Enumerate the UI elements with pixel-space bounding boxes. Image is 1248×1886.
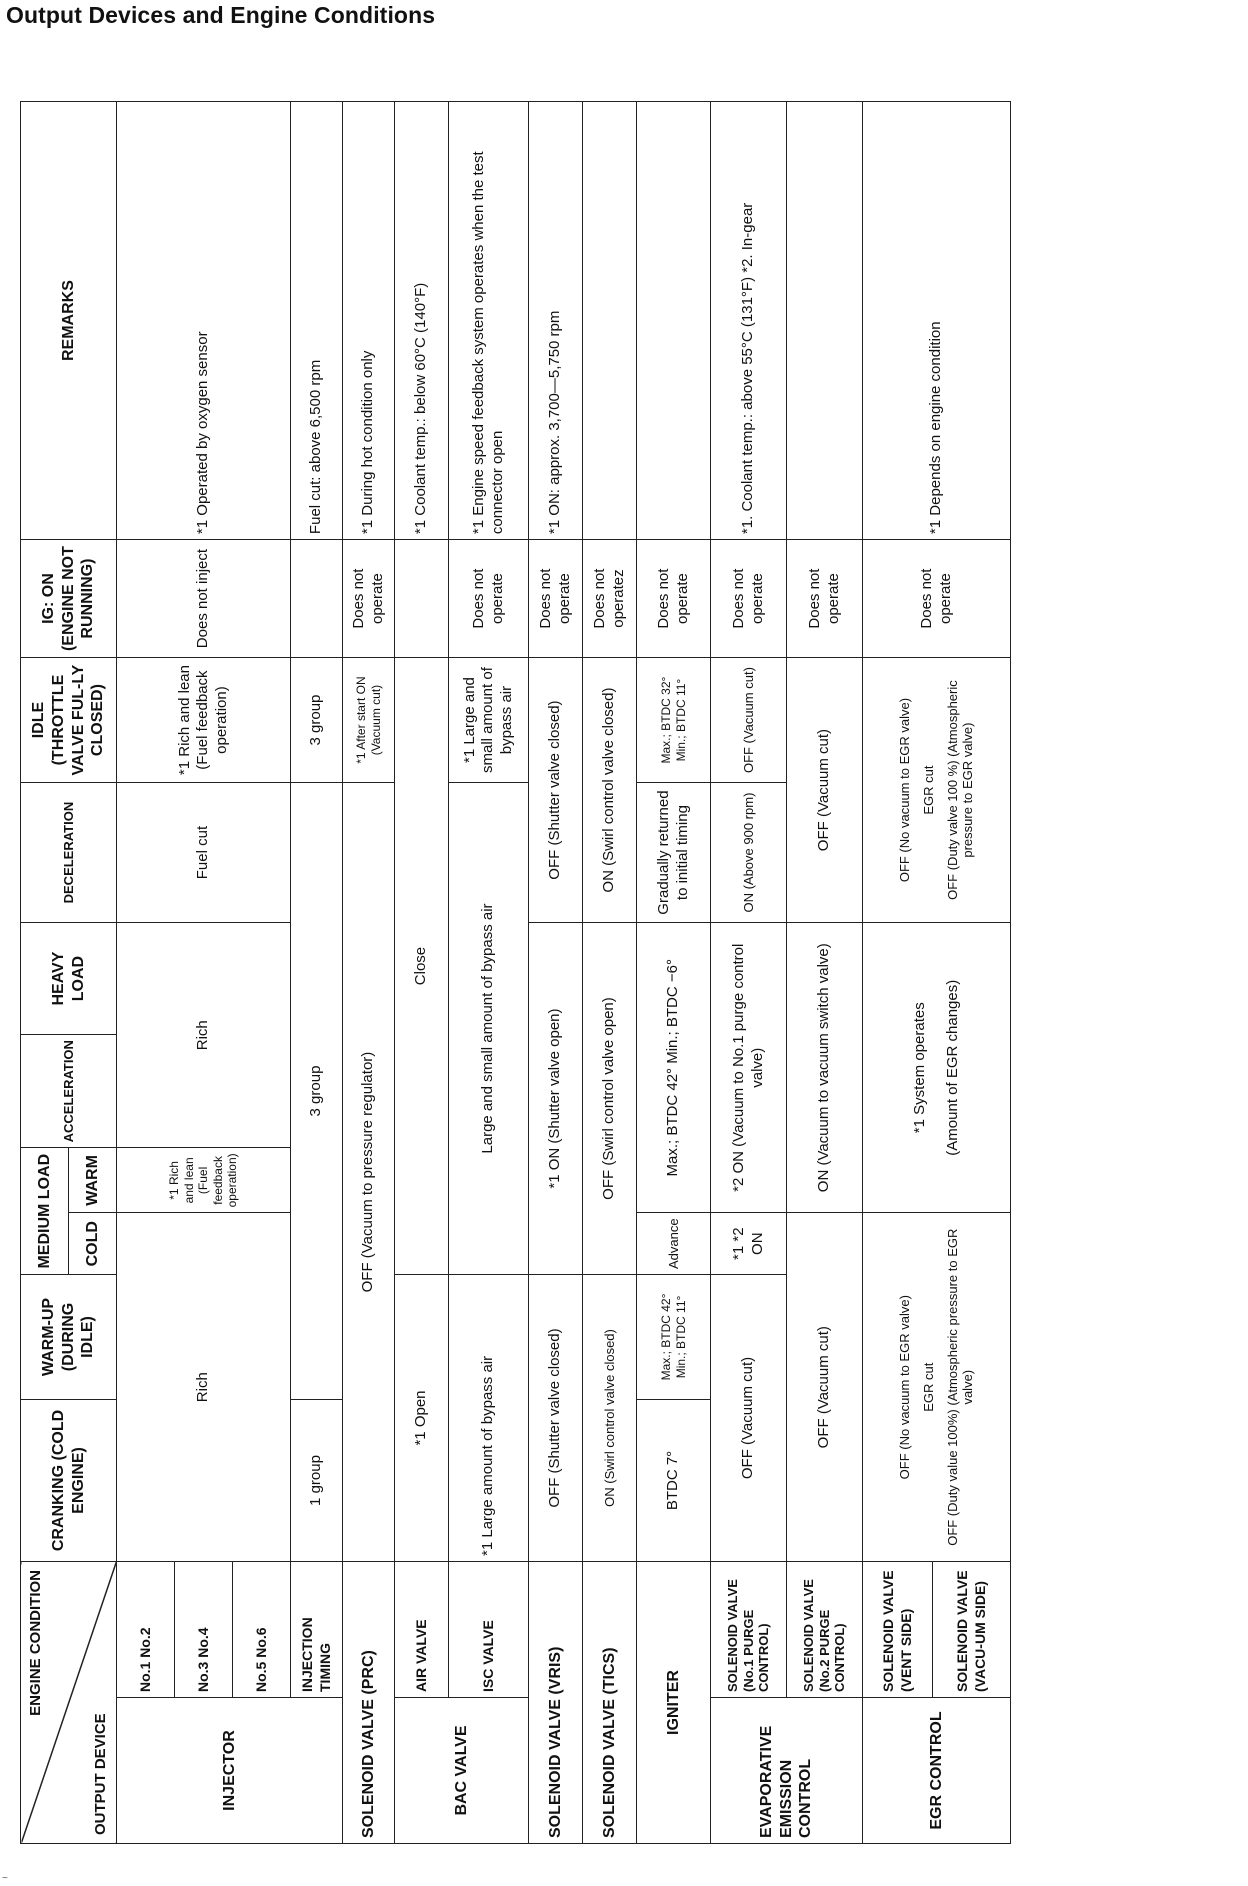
igniter-label: IGNITER [637, 1562, 711, 1844]
tics-mid: OFF (Swirl control valve open) [583, 923, 637, 1275]
injector-ig: Does not inject [117, 540, 291, 658]
egr-ig: Does not operate [863, 540, 1011, 658]
evap-p1-cold: *1 *2 ON [711, 1213, 787, 1275]
egr-decel-cut: EGR cut [920, 765, 936, 815]
col-idle: IDLE (THROTTLE VALVE FUL-LY CLOSED) [21, 658, 117, 783]
vris-cranking: OFF (Shutter valve closed) [529, 1275, 583, 1562]
prc-label: SOLENOID VALVE (PRC) [343, 1562, 395, 1844]
tics-label: SOLENOID VALVE (TICS) [583, 1562, 637, 1844]
evap-p1-mid: *2 ON (Vacuum to No.1 purge control valve) [711, 923, 787, 1213]
air-valve-remarks: *1 Coolant temp.: below 60°C (140°F) [395, 102, 449, 540]
air-valve-label: AIR VALVE [395, 1562, 449, 1698]
col-heavy-load: HEAVY LOAD [21, 923, 117, 1035]
tics-cranking: ON (Swirl control valve closed) [583, 1275, 637, 1562]
isc-valve-ig: Does not operate [449, 540, 529, 658]
injector-warm: *1 Rich and lean (Fuel feedback operation) [117, 1148, 291, 1213]
egr-mid-top: *1 System operates [911, 1002, 929, 1134]
igniter-remarks [637, 102, 711, 540]
prc-ig: Does not operate [343, 540, 395, 658]
prc-idle: *1 After start ON (Vacuum cut) [343, 658, 395, 783]
injector-no56: No.5 No.6 [233, 1562, 291, 1698]
injector-rich: Rich [117, 1213, 291, 1562]
isc-valve-main: Large and small amount of bypass air [449, 783, 529, 1275]
igniter-ig: Does not operate [637, 540, 711, 658]
col-cold: COLD [69, 1213, 117, 1275]
col-warm: WARM [69, 1148, 117, 1213]
output-device-label: OUTPUT DEVICE [91, 1713, 109, 1835]
evap-p1-decel: ON (Above 900 rpm) [711, 783, 787, 923]
air-valve-open: *1 Open [395, 1275, 449, 1562]
egr-decel [863, 658, 1011, 923]
injector-remarks: *1 Operated by oxygen sensor [117, 102, 291, 540]
evap-p2-mid: ON (Vacuum to vacuum switch valve) [787, 923, 863, 1213]
isc-valve-remarks: *1 Engine speed feedback system operates when the test connector open [449, 102, 529, 540]
evap-p2-label: SOLENOID VALVE (No.2 PURGE CONTROL) [787, 1562, 863, 1698]
injector-no12: No.1 No.2 [117, 1562, 175, 1698]
injection-timing-ig [291, 540, 343, 658]
evap-p2-remarks [787, 102, 863, 540]
prc-main: OFF (Vacuum to pressure regulator) [343, 783, 395, 1562]
air-valve-close: Close [395, 658, 449, 1275]
col-warmup: WARM-UP (DURING IDLE) [21, 1275, 117, 1400]
page-title: Output Devices and Engine Conditions [6, 2, 436, 28]
evap-p2-decel: OFF (Vacuum cut) [787, 658, 863, 923]
egr-vent-label: SOLENOID VALVE (VENT SIDE) [863, 1562, 933, 1698]
egr-mid-bottom: (Amount of EGR changes) [943, 979, 961, 1156]
egr-vac-label: SOLENOID VALVE (VACU-UM SIDE) [933, 1562, 1011, 1698]
bac-label: BAC VALVE [395, 1698, 529, 1844]
egr-decel-vent: OFF (No vacuum to EGR valve) [896, 697, 912, 883]
egr-cranking-cut: EGR cut [920, 1362, 936, 1412]
evap-p2-cranking: OFF (Vacuum cut) [787, 1213, 863, 1562]
evap-label: EVAPORATIVE EMISSION CONTROL [711, 1698, 863, 1844]
egr-cranking-vent: OFF (No vacuum to EGR valve) [896, 1295, 912, 1480]
injection-timing-label: INJECTION TIMING [291, 1562, 343, 1698]
col-medium-load: MEDIUM LOAD [21, 1148, 69, 1275]
rotated-table-area [0, 28, 1248, 1870]
vris-ig: Does not operate [529, 540, 583, 658]
egr-mid [863, 923, 1011, 1213]
isc-valve-idle: *1 Large and small amount of bypass air [449, 658, 529, 783]
page-mark: ~ [2, 1873, 8, 1884]
injector-fuel-cut: Fuel cut [117, 783, 291, 923]
col-ig-on: IG: ON (ENGINE NOT RUNNING) [21, 540, 117, 658]
tics-remarks [583, 102, 637, 540]
igniter-cold: Advance [637, 1213, 711, 1275]
egr-decel-vac: OFF (Duty valve 100 %) (Atmospheric pressure to EGR valve) [944, 680, 976, 900]
evap-p1-ig: Does not operate [711, 540, 787, 658]
vris-decel: OFF (Shutter valve closed) [529, 658, 583, 923]
igniter-cranking: BTDC 7° [637, 1400, 711, 1562]
egr-cranking [863, 1213, 1011, 1562]
injection-timing-remarks: Fuel cut: above 6,500 rpm [291, 102, 343, 540]
evap-p1-idle: OFF (Vacuum cut) [711, 658, 787, 783]
igniter-mid: Max.; BTDC 42° Min.; BTDC −6° [637, 923, 711, 1213]
col-deceleration: DECELERATION [21, 783, 117, 923]
vris-mid: *1 ON (Shutter valve open) [529, 923, 583, 1275]
injector-no34: No.3 No.4 [175, 1562, 233, 1698]
vris-remarks: *1 ON: approx. 3,700—5,750 rpm [529, 102, 583, 540]
tics-ig: Does not operatez [583, 540, 637, 658]
col-acceleration: ACCELERATION [21, 1035, 117, 1148]
col-remarks: REMARKS [21, 102, 117, 540]
injector-label: INJECTOR [117, 1698, 343, 1844]
engine-condition-label: ENGINE CONDITION [27, 1570, 44, 1716]
injection-timing-cranking: 1 group [291, 1400, 343, 1562]
igniter-idle: Max.; BTDC 32° Min.; BTDC 11° [637, 658, 711, 783]
igniter-warmup: Max.; BTDC 42° Min.; BTDC 11° [637, 1275, 711, 1400]
evap-p1-label: SOLENOID VALVE (No.1 PURGE CONTROL) [711, 1562, 787, 1698]
injection-timing-idle: 3 group [291, 658, 343, 783]
tics-decel: ON (Swirl control valve closed) [583, 658, 637, 923]
egr-label: EGR CONTROL [863, 1698, 1011, 1844]
evap-p2-ig: Does not operate [787, 540, 863, 658]
evap-p1-remarks: *1. Coolant temp.: above 55°C (131°F) *2. In-gear [711, 102, 787, 540]
injector-rich-accel: Rich [117, 923, 291, 1148]
col-cranking: CRANKING (COLD ENGINE) [21, 1400, 117, 1562]
egr-remarks: *1 Depends on engine condition [863, 102, 1011, 540]
corner-header [21, 1562, 117, 1844]
isc-valve-label: ISC VALVE [449, 1562, 529, 1698]
egr-cranking-vac: OFF (Duty value 100%) (Atmospheric pressure to EGR valve) [944, 1228, 976, 1546]
prc-remarks: *1 During hot condition only [343, 102, 395, 540]
output-devices-table [20, 101, 1011, 1844]
evap-p1-cranking: OFF (Vacuum cut) [711, 1275, 787, 1562]
air-valve-ig [395, 540, 449, 658]
injection-timing-middle: 3 group [291, 783, 343, 1400]
injector-idle: *1 Rich and lean (Fuel feedback operation) [117, 658, 291, 783]
igniter-decel: Gradually returned to initial timing [637, 783, 711, 923]
vris-label: SOLENOID VALVE (VRIS) [529, 1562, 583, 1844]
isc-valve-cranking: *1 Large amount of bypass air [449, 1275, 529, 1562]
